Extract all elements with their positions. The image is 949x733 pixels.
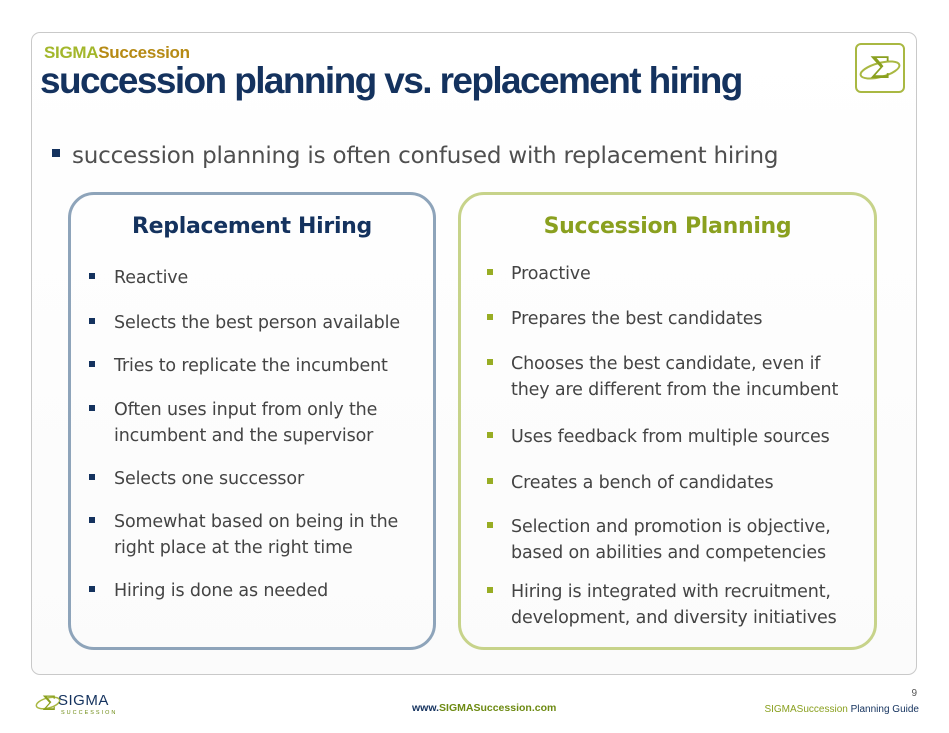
sigma-logo-icon: [855, 43, 905, 93]
svg-text:Σ: Σ: [42, 691, 57, 715]
list-item: Proactive: [511, 261, 871, 287]
list-item: Selection and promotion is objective, based on abilities and competencies: [511, 514, 871, 566]
footer-logo-sub: SUCCESSION: [61, 710, 118, 716]
list-item: Creates a bench of candidates: [511, 470, 871, 496]
bullet-icon: [89, 318, 95, 324]
bullet-icon: [487, 314, 493, 320]
footer-guide-label: SIGMASuccession Planning Guide: [764, 704, 919, 715]
sigma-footer-logo: [34, 690, 134, 716]
footer-url: www.SIGMASuccession.com: [412, 702, 557, 714]
bullet-icon: [89, 517, 95, 523]
list-item: Reactive: [114, 265, 434, 291]
list-item: Hiring is integrated with recruitment, development, and diversity initiatives: [511, 579, 871, 631]
bullet-icon: [487, 432, 493, 438]
footer-logo-main: SIGMA: [58, 692, 109, 709]
bullet-icon: [89, 586, 95, 592]
list-item: Uses feedback from multiple sources: [511, 424, 871, 450]
succession-planning-panel: [458, 192, 877, 650]
bullet-icon: [487, 522, 493, 528]
list-item: Prepares the best candidates: [511, 306, 871, 332]
intro-bullet: succession planning is often confused with replacement hiring: [52, 143, 778, 169]
svg-text:Σ: Σ: [869, 51, 891, 86]
bullet-icon: [89, 361, 95, 367]
list-item: Chooses the best candidate, even if they are different from the incumbent: [511, 351, 871, 403]
list-item: Somewhat based on being in the right place at the right time: [114, 509, 434, 561]
page-title: succession planning vs. replacement hiring: [40, 60, 742, 101]
list-item: Often uses input from only the incumbent and the supervisor: [114, 397, 434, 449]
bullet-icon: [487, 269, 493, 275]
bullet-icon: [487, 478, 493, 484]
brand-label: SIGMASuccession: [44, 43, 190, 62]
page-number: 9: [911, 688, 917, 699]
replacement-hiring-title: Replacement Hiring: [132, 214, 372, 239]
bullet-icon: [487, 587, 493, 593]
list-item: Tries to replicate the incumbent: [114, 353, 434, 379]
list-item: Selects the best person available: [114, 310, 434, 336]
bullet-icon: [89, 273, 95, 279]
replacement-hiring-panel: [68, 192, 436, 650]
bullet-icon: [487, 359, 493, 365]
succession-planning-title: Succession Planning: [543, 214, 792, 239]
bullet-icon: [89, 474, 95, 480]
list-item: Selects one successor: [114, 466, 434, 492]
bullet-icon: [52, 149, 60, 157]
list-item: Hiring is done as needed: [114, 578, 434, 604]
bullet-icon: [89, 405, 95, 411]
